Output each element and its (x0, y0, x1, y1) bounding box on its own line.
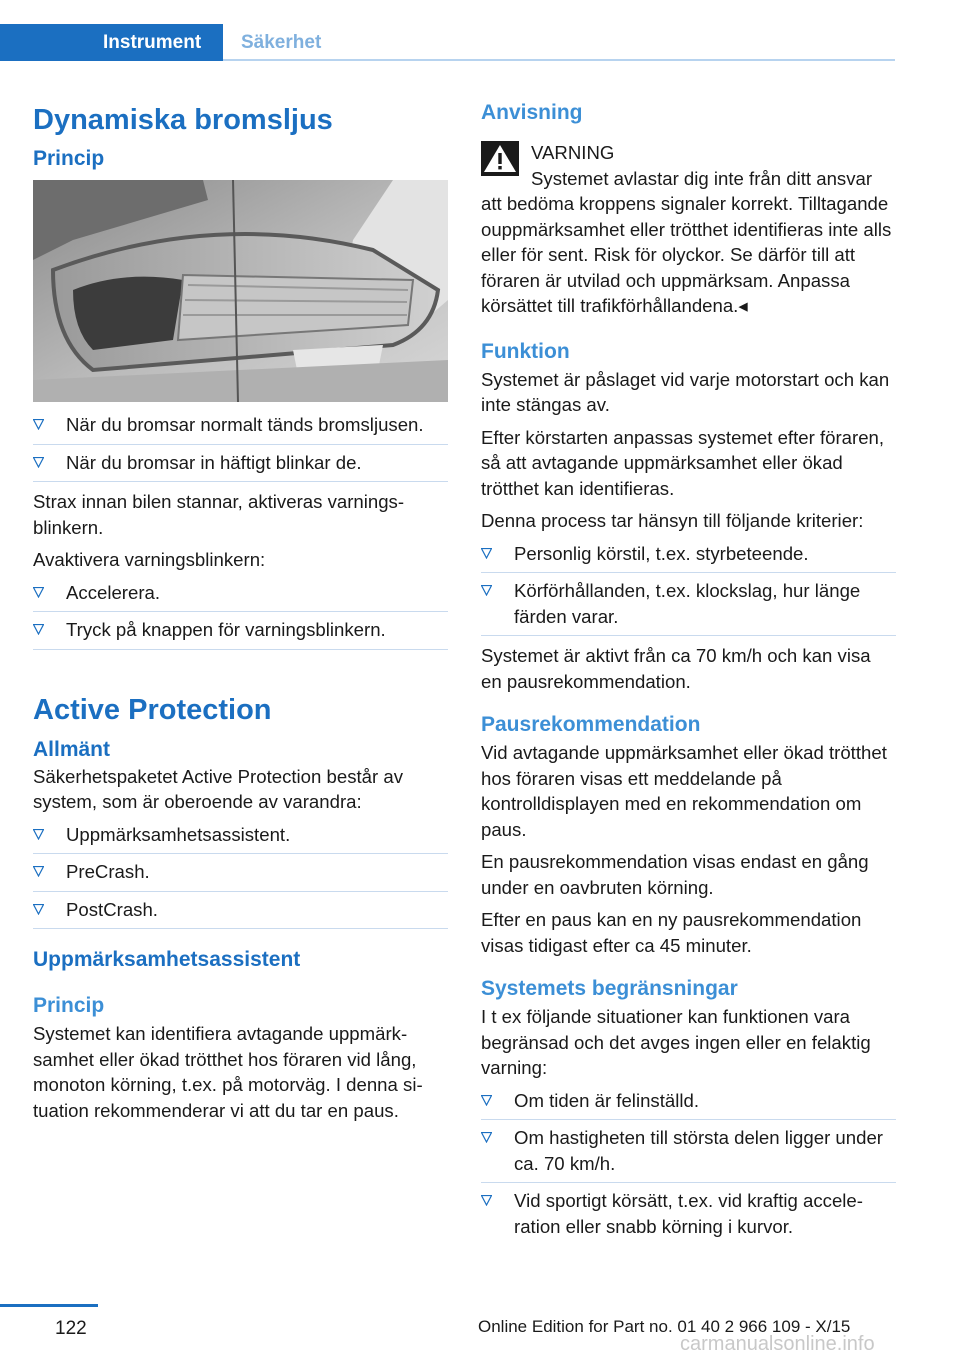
paragraph: Denna process tar hänsyn till följande kriterier: (481, 510, 864, 531)
triangle-bullet-icon (33, 829, 44, 840)
list-item (481, 1188, 896, 1245)
list-item (33, 450, 448, 483)
list-item-text: Körförhållanden, t.ex. klockslag, hur länge färden varar. (514, 580, 861, 627)
general-heading: Allmänt (33, 737, 111, 761)
paragraph: Systemet är påslaget vid varje motorstart och kan inte stängas av. (481, 368, 890, 415)
warning-text-content: Systemet avlastar dig inte från ditt ansvar att bedöma kroppens signaler korrekt. Tilltagande ouppmärksamhet eller trötthet identifieras inte alls eller för sent. Risk för olyckor. Se därför till att föraren är utvilad och uppmärksam. Anpassa körsättet till trafikförhållandena.◂ (481, 167, 892, 316)
page-number: 122 (55, 1318, 87, 1339)
limits-bullets (481, 1088, 896, 1246)
triangle-bullet-icon (481, 1195, 492, 1206)
paragraph: Strax innan bilen stannar, aktiveras varningsblinkern. (33, 491, 405, 538)
list-item-text: När du bromsar normalt tänds bromsljusen. (66, 414, 424, 435)
assistant-heading: Uppmärksamhetsassistent (33, 948, 301, 971)
list-item (33, 580, 448, 613)
paragraph: I t ex följande situationer kan funktionen vara begränsad och det avges ingen eller en felaktig varning: (481, 1006, 871, 1078)
triangle-bullet-icon (33, 457, 44, 468)
section-title-brake-lights: Dynamiska bromsljus (33, 104, 333, 136)
left-column (33, 98, 448, 1130)
list-item-text: Vid sportigt körsätt, t.ex. vid kraftig acceleration eller snabb körning i kurvor. (514, 1190, 863, 1237)
triangle-bullet-icon (33, 587, 44, 598)
list-item-text: Om tiden är felinställd. (514, 1089, 699, 1111)
warning-label: VARNING (531, 142, 615, 163)
paragraph: Efter körstarten anpassas systemet efter föraren, så att avtagande uppmärksamhet eller ökad trötthet kan identifieras. (481, 426, 885, 499)
paragraph: En pausrekommendation visas endast en gång under en oavbruten körning. (481, 851, 869, 898)
paragraph: Vid avtagande uppmärksamhet eller ökad trötthet hos föraren visas ett meddelande på kontrolldisplayen med en rekommendation om paus. (481, 742, 887, 840)
paragraph: Efter en paus kan en ny pausrekommendation visas tidigast efter ca 45 minuter. (481, 909, 862, 956)
system-bullets (33, 822, 448, 930)
list-item-text: Tryck på knappen för varningsblinkern. (66, 619, 386, 640)
note-heading: Anvisning (481, 101, 583, 124)
hazard-bullets (33, 580, 448, 650)
principle-heading: Princip (33, 147, 105, 170)
section-title-active-protection: Active Protection (33, 693, 272, 726)
triangle-bullet-icon (481, 548, 492, 559)
criteria-bullets (481, 541, 896, 637)
list-item-text: Accelerera. (66, 581, 161, 603)
paragraph: Systemet är aktivt från ca 70 km/h och kan visa en pausrekommendation. (481, 645, 871, 692)
tab-instrument[interactable]: Instrument (0, 24, 223, 61)
warning-text (481, 166, 896, 319)
list-item (33, 617, 448, 650)
pause-heading: Pausrekommendation (481, 713, 701, 736)
paragraph: Säkerhetspaketet Active Protection består av system, som är oberoende av varandra: (33, 765, 404, 812)
triangle-bullet-icon (481, 1095, 492, 1106)
principle-subheading: Princip (33, 994, 105, 1017)
header-tabs (0, 24, 895, 61)
list-item (33, 412, 448, 445)
right-column (481, 98, 896, 1252)
brake-light-bullets (33, 412, 448, 482)
page-number-rule (0, 1304, 98, 1307)
limits-heading: Systemets begränsningar (481, 977, 738, 1000)
list-item-text: Om hastigheten till största delen ligger under ca. 70 km/h. (514, 1127, 883, 1174)
triangle-bullet-icon (33, 866, 44, 877)
tab-underline (223, 59, 895, 61)
edition-footer: Online Edition for Part no. 01 40 2 966 109 - X/15 (478, 1317, 851, 1336)
list-item (481, 1125, 896, 1183)
list-item (481, 578, 896, 636)
warning-note (481, 98, 896, 319)
triangle-bullet-icon (33, 419, 44, 430)
list-item (33, 822, 448, 855)
function-heading: Funktion (481, 339, 570, 363)
list-item-text: Personlig körstil, t.ex. styrbeteende. (514, 542, 809, 564)
triangle-bullet-icon (481, 1132, 492, 1143)
list-item (481, 541, 896, 574)
tab-sakerhet[interactable]: Säkerhet (241, 32, 322, 53)
list-item (33, 859, 448, 892)
paragraph: Systemet kan identifiera avtagande uppmärksamhet eller ökad trötthet hos föraren vid lång, monoton körning, t.ex. på motorväg. I denna situation rekommenderar vi att du tar en paus. (33, 1023, 423, 1121)
triangle-bullet-icon (33, 624, 44, 635)
list-item-text: När du bromsar in häftigt blinkar de. (66, 451, 362, 473)
watermark: carmanualsonline.info (680, 1333, 875, 1355)
tail-light-image (33, 180, 448, 402)
paragraph: Avaktivera varningsblinkern: (33, 549, 266, 570)
list-item (481, 1088, 896, 1121)
list-item-text: PostCrash. (66, 898, 158, 920)
warning-triangle-icon (481, 141, 519, 176)
list-item (33, 897, 448, 930)
triangle-bullet-icon (33, 904, 44, 915)
list-item-text: PreCrash. (66, 861, 150, 882)
triangle-bullet-icon (481, 585, 492, 596)
list-item-text: Uppmärksamhetsassistent. (66, 823, 291, 845)
